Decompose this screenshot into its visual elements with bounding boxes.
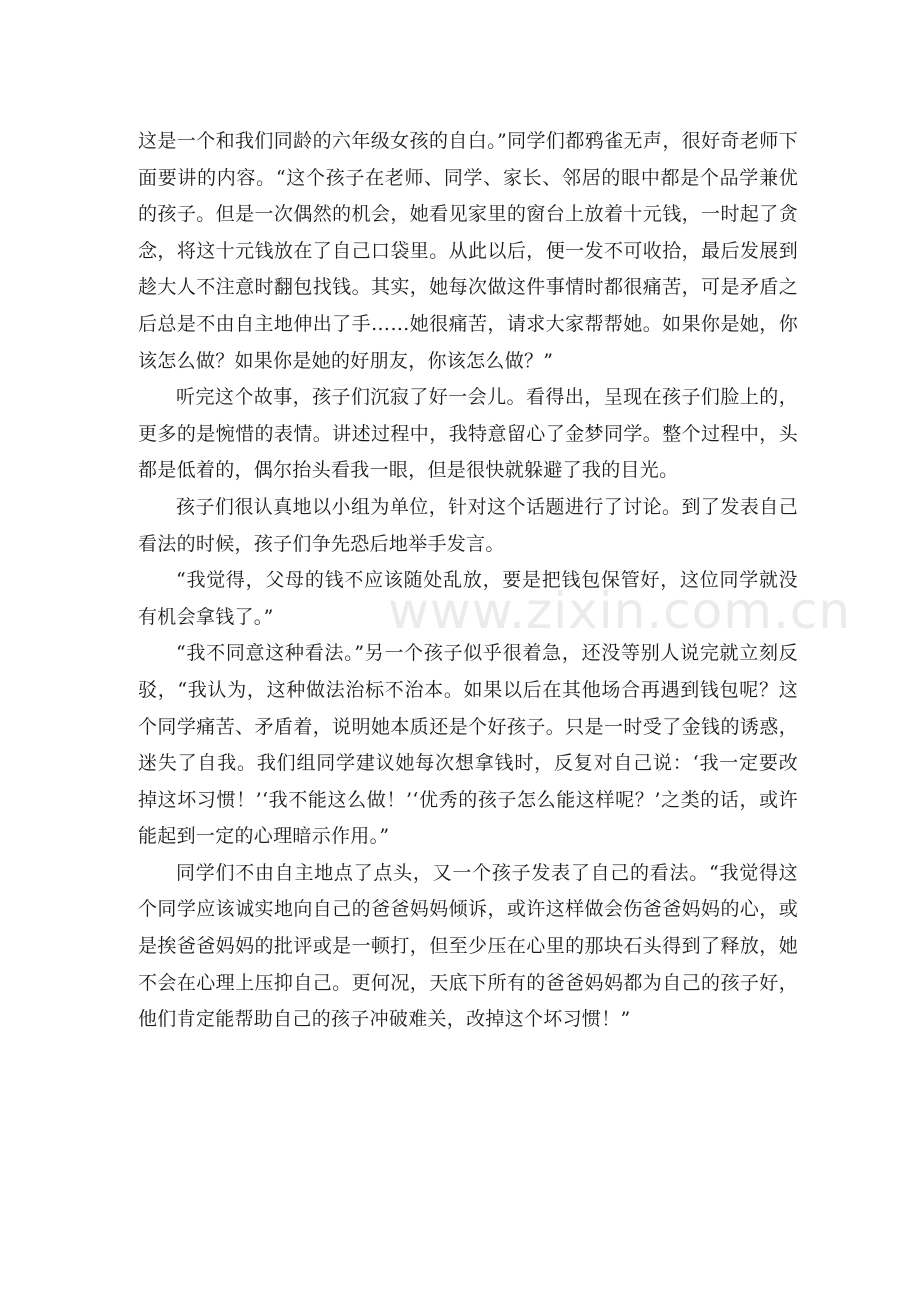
paragraph-third-opinion: 同学们不由自主地点了点头，又一个孩子发表了自己的看法。“我觉得这个同学应该诚实地向自己的爸爸妈妈倾诉，或许这样做会伤爸爸妈妈的心，或是挨爸爸妈妈的批评或是一顿打，但至少压在心里的那块石头得到了释放，她不会在心理上压抑自己。更何况，天底下所有的爸爸妈妈都为自己的孩子好，他们肯定能帮助自己的孩子冲破难关，改掉这个坏习惯！”	[138, 861, 798, 1031]
document-body	[138, 123, 798, 1038]
paragraph-confession: 这是一个和我们同龄的六年级女孩的自白。”同学们都鸦雀无声，很好奇老师下面要讲的内容。“这个孩子在老师、同学、家长、邻居的眼中都是个品学兼优的孩子。但是一次偶然的机会，她看见家里的窗台上放着十元钱，一时起了贪念，将这十元钱放在了自己口袋里。从此以后，便一发不可收拾，最后发展到趁大人不注意时翻包找钱。其实，她每次做这件事情时都很痛苦，可是矛盾之后总是不由自主地伸出了手……她很痛苦，请求大家帮帮她。如果你是她，你该怎么做？如果你是她的好朋友，你该怎么做？”	[138, 130, 798, 372]
paragraph-group-discussion: 孩子们很认真地以小组为单位，针对这个话题进行了讨论。到了发表自己看法的时候，孩子们争先恐后地举手发言。	[138, 495, 798, 555]
paragraph-second-opinion: “我不同意这种看法。”另一个孩子似乎很着急，还没等别人说完就立刻反驳，“我认为，这种做法治标不治本。如果以后在其他场合再遇到钱包呢？这个同学痛苦、矛盾着，说明她本质还是个好孩子。只是一时受了金钱的诱惑，迷失了自我。我们组同学建议她每次想拿钱时，反复对自己说：‘我一定要改掉这坏习惯！’‘我不能这么做！’‘优秀的孩子怎么能这样呢？’之类的话，或许能起到一定的心理暗示作用。”	[138, 642, 798, 848]
watermark-text: www.zixin.com.cn	[388, 582, 852, 640]
paragraph-after-story: 听完这个故事，孩子们沉寂了好一会儿。看得出，呈现在孩子们脸上的，更多的是惋惜的表情。讲述过程中，我特意留心了金梦同学。整个过程中，头都是低着的，偶尔抬头看我一眼，但是很快就躲避了我的目光。	[138, 386, 798, 482]
paragraph-first-opinion: “我觉得，父母的钱不应该随处乱放，要是把钱包保管好，这位同学就没有机会拿钱了。”	[138, 569, 798, 628]
